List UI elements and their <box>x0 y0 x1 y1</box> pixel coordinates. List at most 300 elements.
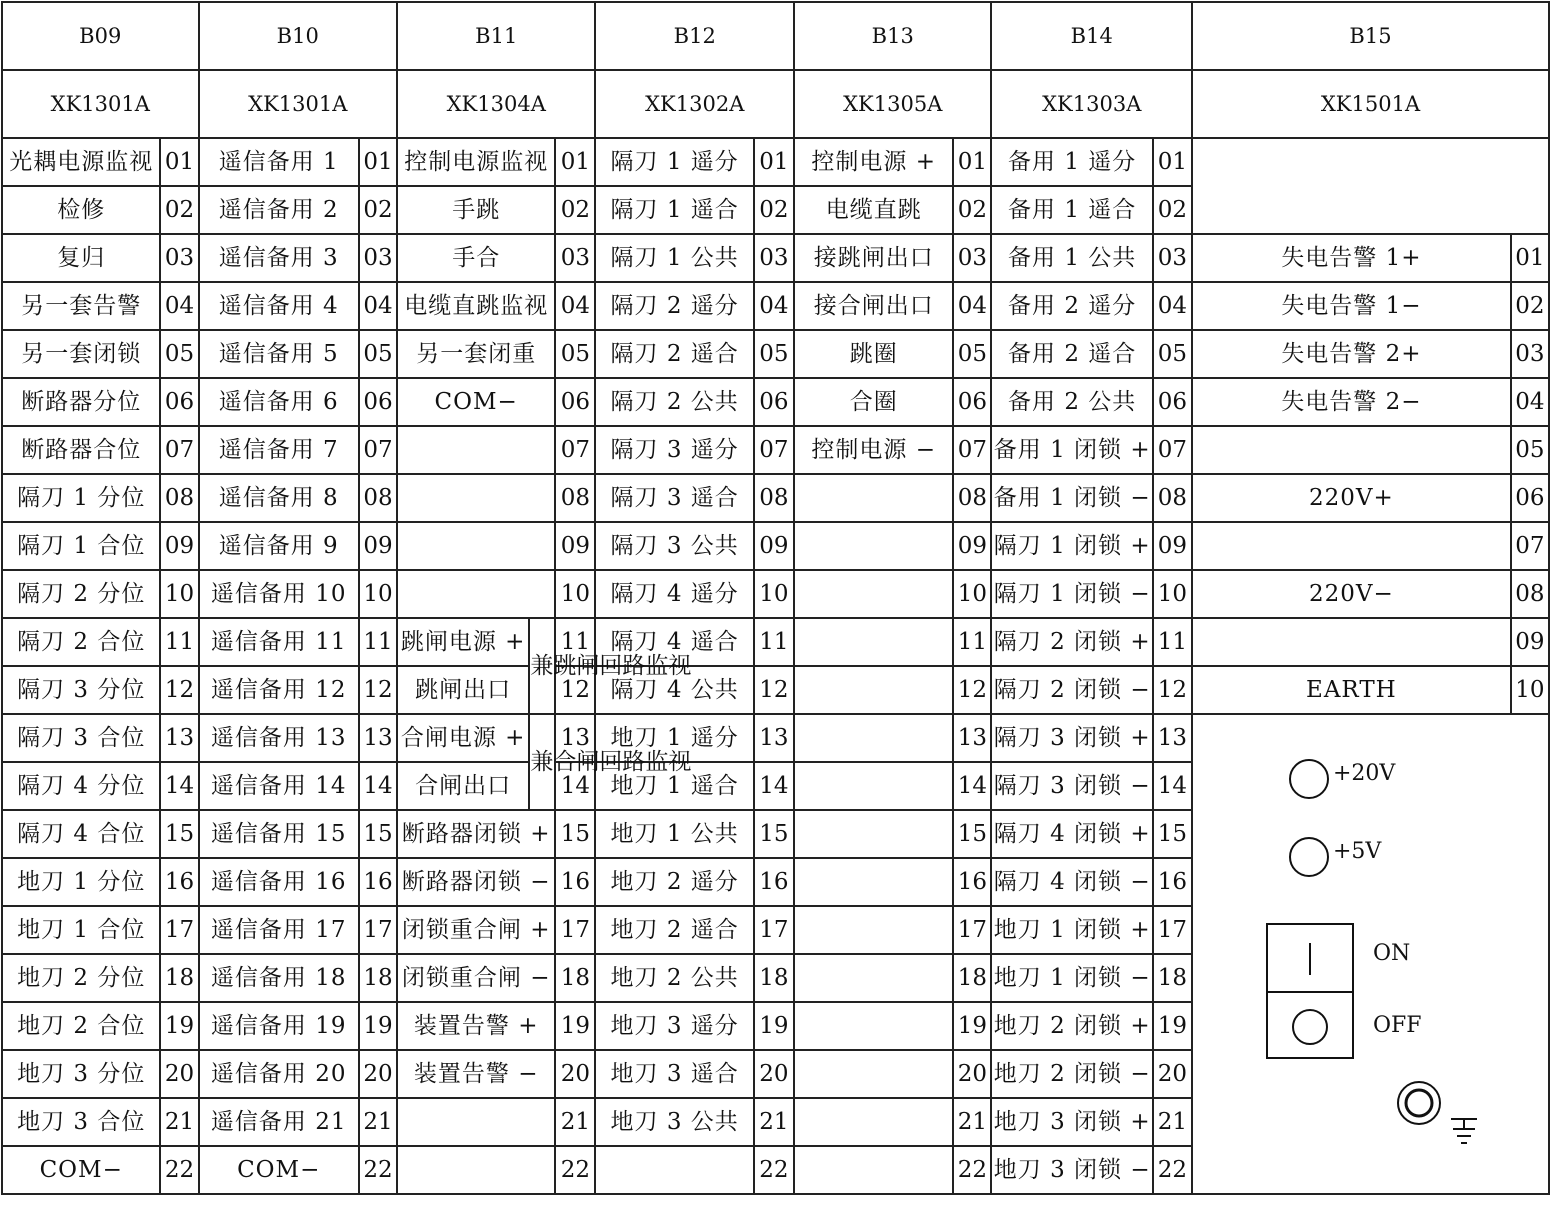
b12-terminal-label: 隔刀 4 遥分 <box>595 570 753 618</box>
model-row <box>2 70 1549 138</box>
b12-terminal-number: 07 <box>754 426 794 474</box>
b14-terminal-label: 备用 2 遥合 <box>991 330 1152 378</box>
b10-terminal-label: 遥信备用 18 <box>199 954 359 1002</box>
b09-terminal-number: 19 <box>160 1002 198 1050</box>
b10-terminal-number: 08 <box>359 474 397 522</box>
earth-terminal-icon <box>1393 1075 1503 1155</box>
b15-terminal-label <box>1192 618 1511 666</box>
b11-terminal-label: 合闸电源 + <box>397 714 529 762</box>
b13-terminal-label <box>794 906 953 954</box>
b13-terminal-number: 08 <box>953 474 991 522</box>
b11-close-monitor-note: 兼合闸回路监视 <box>529 714 555 810</box>
slot-header: B14 <box>991 2 1192 70</box>
b09-terminal-number: 15 <box>160 810 198 858</box>
b13-terminal-number: 04 <box>953 282 991 330</box>
b14-terminal-label: 地刀 3 闭锁 + <box>991 1098 1152 1146</box>
b11-terminal-number: 15 <box>555 810 595 858</box>
b15-terminal-number: 04 <box>1511 378 1549 426</box>
b12-terminal-number: 08 <box>754 474 794 522</box>
b09-terminal-number: 08 <box>160 474 198 522</box>
b10-terminal-number: 18 <box>359 954 397 1002</box>
b09-terminal-label: 隔刀 4 合位 <box>2 810 160 858</box>
b12-terminal-number: 19 <box>754 1002 794 1050</box>
b13-terminal-number: 07 <box>953 426 991 474</box>
b09-terminal-number: 02 <box>160 186 198 234</box>
b10-terminal-number: 13 <box>359 714 397 762</box>
b13-terminal-label <box>794 1098 953 1146</box>
b11-terminal-label: 合闸出口 <box>397 762 529 810</box>
b14-terminal-label: 隔刀 1 闭锁 − <box>991 570 1152 618</box>
b09-terminal-label: 另一套告警 <box>2 282 160 330</box>
b10-terminal-number: 12 <box>359 666 397 714</box>
b11-terminal-label: 闭锁重合闸 + <box>397 906 555 954</box>
b13-terminal-number: 05 <box>953 330 991 378</box>
b13-terminal-number: 01 <box>953 138 991 186</box>
b12-terminal-number: 21 <box>754 1098 794 1146</box>
board-model: XK1304A <box>397 70 595 138</box>
b15-terminal-label: 失电告警 1+ <box>1192 234 1511 282</box>
b13-terminal-label: 控制电源 − <box>794 426 953 474</box>
b10-terminal-label: 遥信备用 17 <box>199 906 359 954</box>
b10-terminal-number: 16 <box>359 858 397 906</box>
b13-terminal-number: 06 <box>953 378 991 426</box>
b14-terminal-number: 11 <box>1153 618 1192 666</box>
b11-terminal-number: 06 <box>555 378 595 426</box>
b15-terminal-number: 02 <box>1511 282 1549 330</box>
b12-terminal-label: 隔刀 2 遥分 <box>595 282 753 330</box>
b11-terminal-label <box>397 474 555 522</box>
b09-terminal-number: 17 <box>160 906 198 954</box>
b11-terminal-label: 跳闸出口 <box>397 666 529 714</box>
b13-terminal-label <box>794 570 953 618</box>
b14-terminal-number: 01 <box>1153 138 1192 186</box>
slot-header: B13 <box>794 2 992 70</box>
b15-terminal-number: 05 <box>1511 426 1549 474</box>
b10-terminal-label: 遥信备用 11 <box>199 618 359 666</box>
b14-terminal-label: 备用 1 公共 <box>991 234 1152 282</box>
b10-terminal-number: 19 <box>359 1002 397 1050</box>
switch-divider <box>1268 991 1352 993</box>
b13-terminal-number: 11 <box>953 618 991 666</box>
b12-terminal-number: 15 <box>754 810 794 858</box>
b14-terminal-number: 12 <box>1153 666 1192 714</box>
b11-terminal-number: 01 <box>555 138 595 186</box>
b14-terminal-number: 10 <box>1153 570 1192 618</box>
b13-terminal-number: 14 <box>953 762 991 810</box>
b09-terminal-number: 12 <box>160 666 198 714</box>
b13-terminal-number: 13 <box>953 714 991 762</box>
b13-terminal-label: 接合闸出口 <box>794 282 953 330</box>
b10-terminal-number: 21 <box>359 1098 397 1146</box>
b13-terminal-number: 21 <box>953 1098 991 1146</box>
b09-terminal-number: 05 <box>160 330 198 378</box>
b09-terminal-label: 地刀 1 合位 <box>2 906 160 954</box>
b12-terminal-label: 地刀 3 遥分 <box>595 1002 753 1050</box>
b10-terminal-number: 17 <box>359 906 397 954</box>
b12-terminal-number: 04 <box>754 282 794 330</box>
b11-terminal-number: 05 <box>555 330 595 378</box>
b11-terminal-number: 03 <box>555 234 595 282</box>
b11-terminal-number: 16 <box>555 858 595 906</box>
b12-terminal-number: 03 <box>754 234 794 282</box>
b14-terminal-label: 隔刀 4 闭锁 − <box>991 858 1152 906</box>
b09-terminal-number: 13 <box>160 714 198 762</box>
b12-terminal-number: 06 <box>754 378 794 426</box>
b14-terminal-number: 21 <box>1153 1098 1192 1146</box>
b14-terminal-number: 08 <box>1153 474 1192 522</box>
b11-terminal-number: 18 <box>555 954 595 1002</box>
b15-terminal-label <box>1192 522 1511 570</box>
b14-terminal-number: 18 <box>1153 954 1192 1002</box>
b15-terminal-label: 220V+ <box>1192 474 1511 522</box>
switch-on-mark <box>1309 943 1311 975</box>
b14-terminal-number: 06 <box>1153 378 1192 426</box>
b10-terminal-label: 遥信备用 21 <box>199 1098 359 1146</box>
terminal-row <box>2 618 1549 666</box>
terminal-row <box>2 330 1549 378</box>
switch-off-mark <box>1292 1009 1328 1045</box>
b15-terminal-number: 01 <box>1511 234 1549 282</box>
b09-terminal-number: 06 <box>160 378 198 426</box>
b15-terminal-number: 09 <box>1511 618 1549 666</box>
b13-terminal-label <box>794 714 953 762</box>
b13-terminal-label: 电缆直跳 <box>794 186 953 234</box>
b12-terminal-label: 地刀 1 遥分 <box>595 714 753 762</box>
b12-terminal-number: 09 <box>754 522 794 570</box>
b11-terminal-label: 装置告警 − <box>397 1050 555 1098</box>
b12-terminal-label: 隔刀 3 遥合 <box>595 474 753 522</box>
b13-terminal-label <box>794 666 953 714</box>
b09-terminal-label: 隔刀 2 分位 <box>2 570 160 618</box>
b10-terminal-label: 遥信备用 13 <box>199 714 359 762</box>
b09-terminal-number: 09 <box>160 522 198 570</box>
b09-terminal-label: 隔刀 4 分位 <box>2 762 160 810</box>
b09-terminal-label: COM− <box>2 1146 160 1194</box>
slot-header: B09 <box>2 2 199 70</box>
b13-terminal-number: 19 <box>953 1002 991 1050</box>
terminal-row <box>2 138 1549 186</box>
b12-terminal-number: 17 <box>754 906 794 954</box>
b10-terminal-number: 01 <box>359 138 397 186</box>
b15-terminal-label: 失电告警 1− <box>1192 282 1511 330</box>
b14-terminal-number: 09 <box>1153 522 1192 570</box>
b09-terminal-number: 16 <box>160 858 198 906</box>
b10-terminal-label: 遥信备用 1 <box>199 138 359 186</box>
b09-terminal-label: 隔刀 3 分位 <box>2 666 160 714</box>
b11-trip-monitor-note: 兼跳闸回路监视 <box>529 618 555 714</box>
b11-terminal-label: 手合 <box>397 234 555 282</box>
b12-terminal-label <box>595 1146 753 1194</box>
b12-terminal-label: 地刀 2 遥分 <box>595 858 753 906</box>
b13-terminal-number: 22 <box>953 1146 991 1194</box>
board-model: XK1301A <box>199 70 398 138</box>
b11-terminal-label: 另一套闭重 <box>397 330 555 378</box>
b14-terminal-number: 15 <box>1153 810 1192 858</box>
b11-terminal-label <box>397 1098 555 1146</box>
b13-terminal-label <box>794 954 953 1002</box>
b09-terminal-label: 地刀 2 合位 <box>2 1002 160 1050</box>
b11-terminal-label: 闭锁重合闸 − <box>397 954 555 1002</box>
b10-terminal-number: 03 <box>359 234 397 282</box>
b12-terminal-number: 22 <box>754 1146 794 1194</box>
b11-terminal-label: 电缆直跳监视 <box>397 282 555 330</box>
b09-terminal-number: 20 <box>160 1050 198 1098</box>
b12-terminal-label: 隔刀 3 遥分 <box>595 426 753 474</box>
b11-terminal-label: 手跳 <box>397 186 555 234</box>
b12-terminal-number: 16 <box>754 858 794 906</box>
b14-terminal-label: 地刀 1 闭锁 + <box>991 906 1152 954</box>
b09-terminal-number: 21 <box>160 1098 198 1146</box>
b13-terminal-label: 控制电源 + <box>794 138 953 186</box>
b12-terminal-label: 地刀 2 公共 <box>595 954 753 1002</box>
b09-terminal-number: 18 <box>160 954 198 1002</box>
slot-header: B15 <box>1192 2 1549 70</box>
b15-terminal-label: EARTH <box>1192 666 1511 714</box>
b12-terminal-label: 隔刀 2 公共 <box>595 378 753 426</box>
terminal-row <box>2 426 1549 474</box>
b15-panel-inner <box>1193 715 1549 1203</box>
b09-terminal-label: 地刀 3 合位 <box>2 1098 160 1146</box>
b11-terminal-number: 10 <box>555 570 595 618</box>
slot-header: B10 <box>199 2 398 70</box>
b10-terminal-label: 遥信备用 7 <box>199 426 359 474</box>
b13-terminal-number: 03 <box>953 234 991 282</box>
b13-terminal-label <box>794 762 953 810</box>
b15-blank-area <box>1192 138 1549 234</box>
b14-terminal-label: 地刀 2 闭锁 + <box>991 1002 1152 1050</box>
b09-terminal-label: 复归 <box>2 234 160 282</box>
b11-terminal-label: 跳闸电源 + <box>397 618 529 666</box>
b10-terminal-label: 遥信备用 4 <box>199 282 359 330</box>
b12-terminal-label: 隔刀 4 公共 <box>595 666 753 714</box>
b11-terminal-number: 11 <box>555 618 595 666</box>
board-model: XK1501A <box>1192 70 1549 138</box>
b13-terminal-number: 12 <box>953 666 991 714</box>
b09-terminal-label: 断路器合位 <box>2 426 160 474</box>
b13-terminal-label <box>794 1050 953 1098</box>
b09-terminal-label: 地刀 2 分位 <box>2 954 160 1002</box>
b10-terminal-number: 04 <box>359 282 397 330</box>
terminal-row <box>2 714 1549 762</box>
b14-terminal-label: 备用 1 闭锁 − <box>991 474 1152 522</box>
b10-terminal-label: 遥信备用 16 <box>199 858 359 906</box>
b14-terminal-label: 隔刀 2 闭锁 + <box>991 618 1152 666</box>
b12-terminal-number: 10 <box>754 570 794 618</box>
b10-terminal-label: 遥信备用 8 <box>199 474 359 522</box>
b14-terminal-label: 隔刀 2 闭锁 − <box>991 666 1152 714</box>
b10-terminal-number: 15 <box>359 810 397 858</box>
b13-terminal-number: 17 <box>953 906 991 954</box>
b15-terminal-label: 220V− <box>1192 570 1511 618</box>
b13-terminal-label <box>794 858 953 906</box>
b10-terminal-label: 遥信备用 12 <box>199 666 359 714</box>
b11-terminal-number: 12 <box>555 666 595 714</box>
b12-terminal-number: 14 <box>754 762 794 810</box>
b11-terminal-number: 08 <box>555 474 595 522</box>
b12-terminal-number: 05 <box>754 330 794 378</box>
b11-terminal-number: 09 <box>555 522 595 570</box>
b11-terminal-label <box>397 522 555 570</box>
b11-terminal-number: 19 <box>555 1002 595 1050</box>
b12-terminal-number: 12 <box>754 666 794 714</box>
b11-terminal-number: 02 <box>555 186 595 234</box>
b13-terminal-number: 18 <box>953 954 991 1002</box>
b10-terminal-number: 09 <box>359 522 397 570</box>
b09-terminal-label: 地刀 1 分位 <box>2 858 160 906</box>
b11-terminal-number: 17 <box>555 906 595 954</box>
b15-terminal-number: 10 <box>1511 666 1549 714</box>
b12-terminal-number: 01 <box>754 138 794 186</box>
b12-terminal-label: 地刀 3 公共 <box>595 1098 753 1146</box>
b14-terminal-number: 07 <box>1153 426 1192 474</box>
b09-terminal-label: 光耦电源监视 <box>2 138 160 186</box>
b12-terminal-label: 隔刀 3 公共 <box>595 522 753 570</box>
b10-terminal-number: 10 <box>359 570 397 618</box>
b15-front-panel <box>1192 714 1549 1194</box>
b12-terminal-label: 隔刀 2 遥合 <box>595 330 753 378</box>
b15-terminal-label <box>1192 426 1511 474</box>
b15-terminal-number: 07 <box>1511 522 1549 570</box>
b11-terminal-label: COM− <box>397 378 555 426</box>
b10-terminal-number: 06 <box>359 378 397 426</box>
b12-terminal-label: 地刀 2 遥合 <box>595 906 753 954</box>
board-model: XK1305A <box>794 70 992 138</box>
b11-terminal-label: 断路器闭锁 + <box>397 810 555 858</box>
b09-terminal-number: 01 <box>160 138 198 186</box>
b13-terminal-number: 20 <box>953 1050 991 1098</box>
b14-terminal-label: 备用 1 遥合 <box>991 186 1152 234</box>
b10-terminal-number: 07 <box>359 426 397 474</box>
b10-terminal-label: 遥信备用 6 <box>199 378 359 426</box>
b09-terminal-number: 04 <box>160 282 198 330</box>
b10-terminal-number: 11 <box>359 618 397 666</box>
slot-header: B11 <box>397 2 595 70</box>
slot-header-row <box>2 2 1549 70</box>
b09-terminal-label: 隔刀 2 合位 <box>2 618 160 666</box>
b12-terminal-label: 隔刀 1 公共 <box>595 234 753 282</box>
b12-terminal-label: 地刀 1 公共 <box>595 810 753 858</box>
b11-terminal-number: 21 <box>555 1098 595 1146</box>
b10-terminal-number: 02 <box>359 186 397 234</box>
b10-terminal-label: 遥信备用 9 <box>199 522 359 570</box>
b14-terminal-number: 20 <box>1153 1050 1192 1098</box>
b11-terminal-number: 20 <box>555 1050 595 1098</box>
power-switch-icon[interactable] <box>1266 923 1354 1059</box>
b10-terminal-number: 20 <box>359 1050 397 1098</box>
b11-terminal-label: 装置告警 + <box>397 1002 555 1050</box>
b12-terminal-number: 02 <box>754 186 794 234</box>
b13-terminal-label <box>794 1002 953 1050</box>
b09-terminal-number: 10 <box>160 570 198 618</box>
b14-terminal-number: 17 <box>1153 906 1192 954</box>
b12-terminal-label: 地刀 1 遥合 <box>595 762 753 810</box>
b14-terminal-number: 02 <box>1153 186 1192 234</box>
b09-terminal-label: 检修 <box>2 186 160 234</box>
lamp-icon <box>1289 837 1329 877</box>
b14-terminal-label: 地刀 1 闭锁 − <box>991 954 1152 1002</box>
board-model: XK1303A <box>991 70 1192 138</box>
b12-terminal-label: 隔刀 1 遥分 <box>595 138 753 186</box>
b14-terminal-number: 14 <box>1153 762 1192 810</box>
terminal-row <box>2 234 1549 282</box>
b15-terminal-number: 08 <box>1511 570 1549 618</box>
b12-terminal-label: 隔刀 1 遥合 <box>595 186 753 234</box>
b09-terminal-label: 隔刀 3 合位 <box>2 714 160 762</box>
terminal-row <box>2 570 1549 618</box>
b13-terminal-label <box>794 1146 953 1194</box>
board-model: XK1302A <box>595 70 794 138</box>
terminal-row <box>2 522 1549 570</box>
b10-terminal-label: 遥信备用 5 <box>199 330 359 378</box>
b14-terminal-number: 03 <box>1153 234 1192 282</box>
b10-terminal-label: 遥信备用 10 <box>199 570 359 618</box>
b12-terminal-number: 11 <box>754 618 794 666</box>
lamp-5v-label: +5V <box>1332 839 1382 864</box>
b09-terminal-number: 11 <box>160 618 198 666</box>
b12-terminal-number: 18 <box>754 954 794 1002</box>
b14-terminal-label: 隔刀 3 闭锁 + <box>991 714 1152 762</box>
b13-terminal-number: 09 <box>953 522 991 570</box>
b15-terminal-label: 失电告警 2+ <box>1192 330 1511 378</box>
b13-terminal-label <box>794 474 953 522</box>
b11-terminal-label: 断路器闭锁 − <box>397 858 555 906</box>
b13-terminal-label <box>794 618 953 666</box>
b09-terminal-label: 断路器分位 <box>2 378 160 426</box>
b14-terminal-label: 备用 1 闭锁 + <box>991 426 1152 474</box>
b14-terminal-label: 隔刀 4 闭锁 + <box>991 810 1152 858</box>
b14-terminal-number: 16 <box>1153 858 1192 906</box>
b12-terminal-number: 20 <box>754 1050 794 1098</box>
b14-terminal-number: 22 <box>1153 1146 1192 1194</box>
b14-terminal-label: 备用 2 公共 <box>991 378 1152 426</box>
switch-on-label: ON <box>1372 941 1411 966</box>
b11-terminal-number: 14 <box>555 762 595 810</box>
b14-terminal-label: 备用 1 遥分 <box>991 138 1152 186</box>
b09-terminal-number: 07 <box>160 426 198 474</box>
b15-terminal-number: 06 <box>1511 474 1549 522</box>
b10-terminal-label: 遥信备用 15 <box>199 810 359 858</box>
b09-terminal-number: 22 <box>160 1146 198 1194</box>
b14-terminal-label: 隔刀 1 闭锁 + <box>991 522 1152 570</box>
b11-terminal-label <box>397 426 555 474</box>
switch-off-label: OFF <box>1372 1013 1422 1038</box>
b14-terminal-number: 04 <box>1153 282 1192 330</box>
b14-terminal-number: 13 <box>1153 714 1192 762</box>
terminal-row <box>2 666 1549 714</box>
terminal-row <box>2 282 1549 330</box>
b09-terminal-number: 14 <box>160 762 198 810</box>
lamp-20v-label: +20V <box>1332 761 1396 786</box>
b13-terminal-number: 10 <box>953 570 991 618</box>
b13-terminal-label <box>794 522 953 570</box>
b10-terminal-number: 14 <box>359 762 397 810</box>
terminal-row <box>2 378 1549 426</box>
b11-terminal-label <box>397 570 555 618</box>
b12-terminal-number: 13 <box>754 714 794 762</box>
b14-terminal-label: 备用 2 遥分 <box>991 282 1152 330</box>
b13-terminal-number: 02 <box>953 186 991 234</box>
b14-terminal-label: 隔刀 3 闭锁 − <box>991 762 1152 810</box>
terminal-table <box>1 1 1550 1195</box>
slot-header: B12 <box>595 2 794 70</box>
b09-terminal-label: 另一套闭锁 <box>2 330 160 378</box>
b13-terminal-label: 合圈 <box>794 378 953 426</box>
b15-terminal-label: 失电告警 2− <box>1192 378 1511 426</box>
b10-terminal-number: 05 <box>359 330 397 378</box>
b12-terminal-label: 地刀 3 遥合 <box>595 1050 753 1098</box>
lamp-icon <box>1289 759 1329 799</box>
b09-terminal-number: 03 <box>160 234 198 282</box>
